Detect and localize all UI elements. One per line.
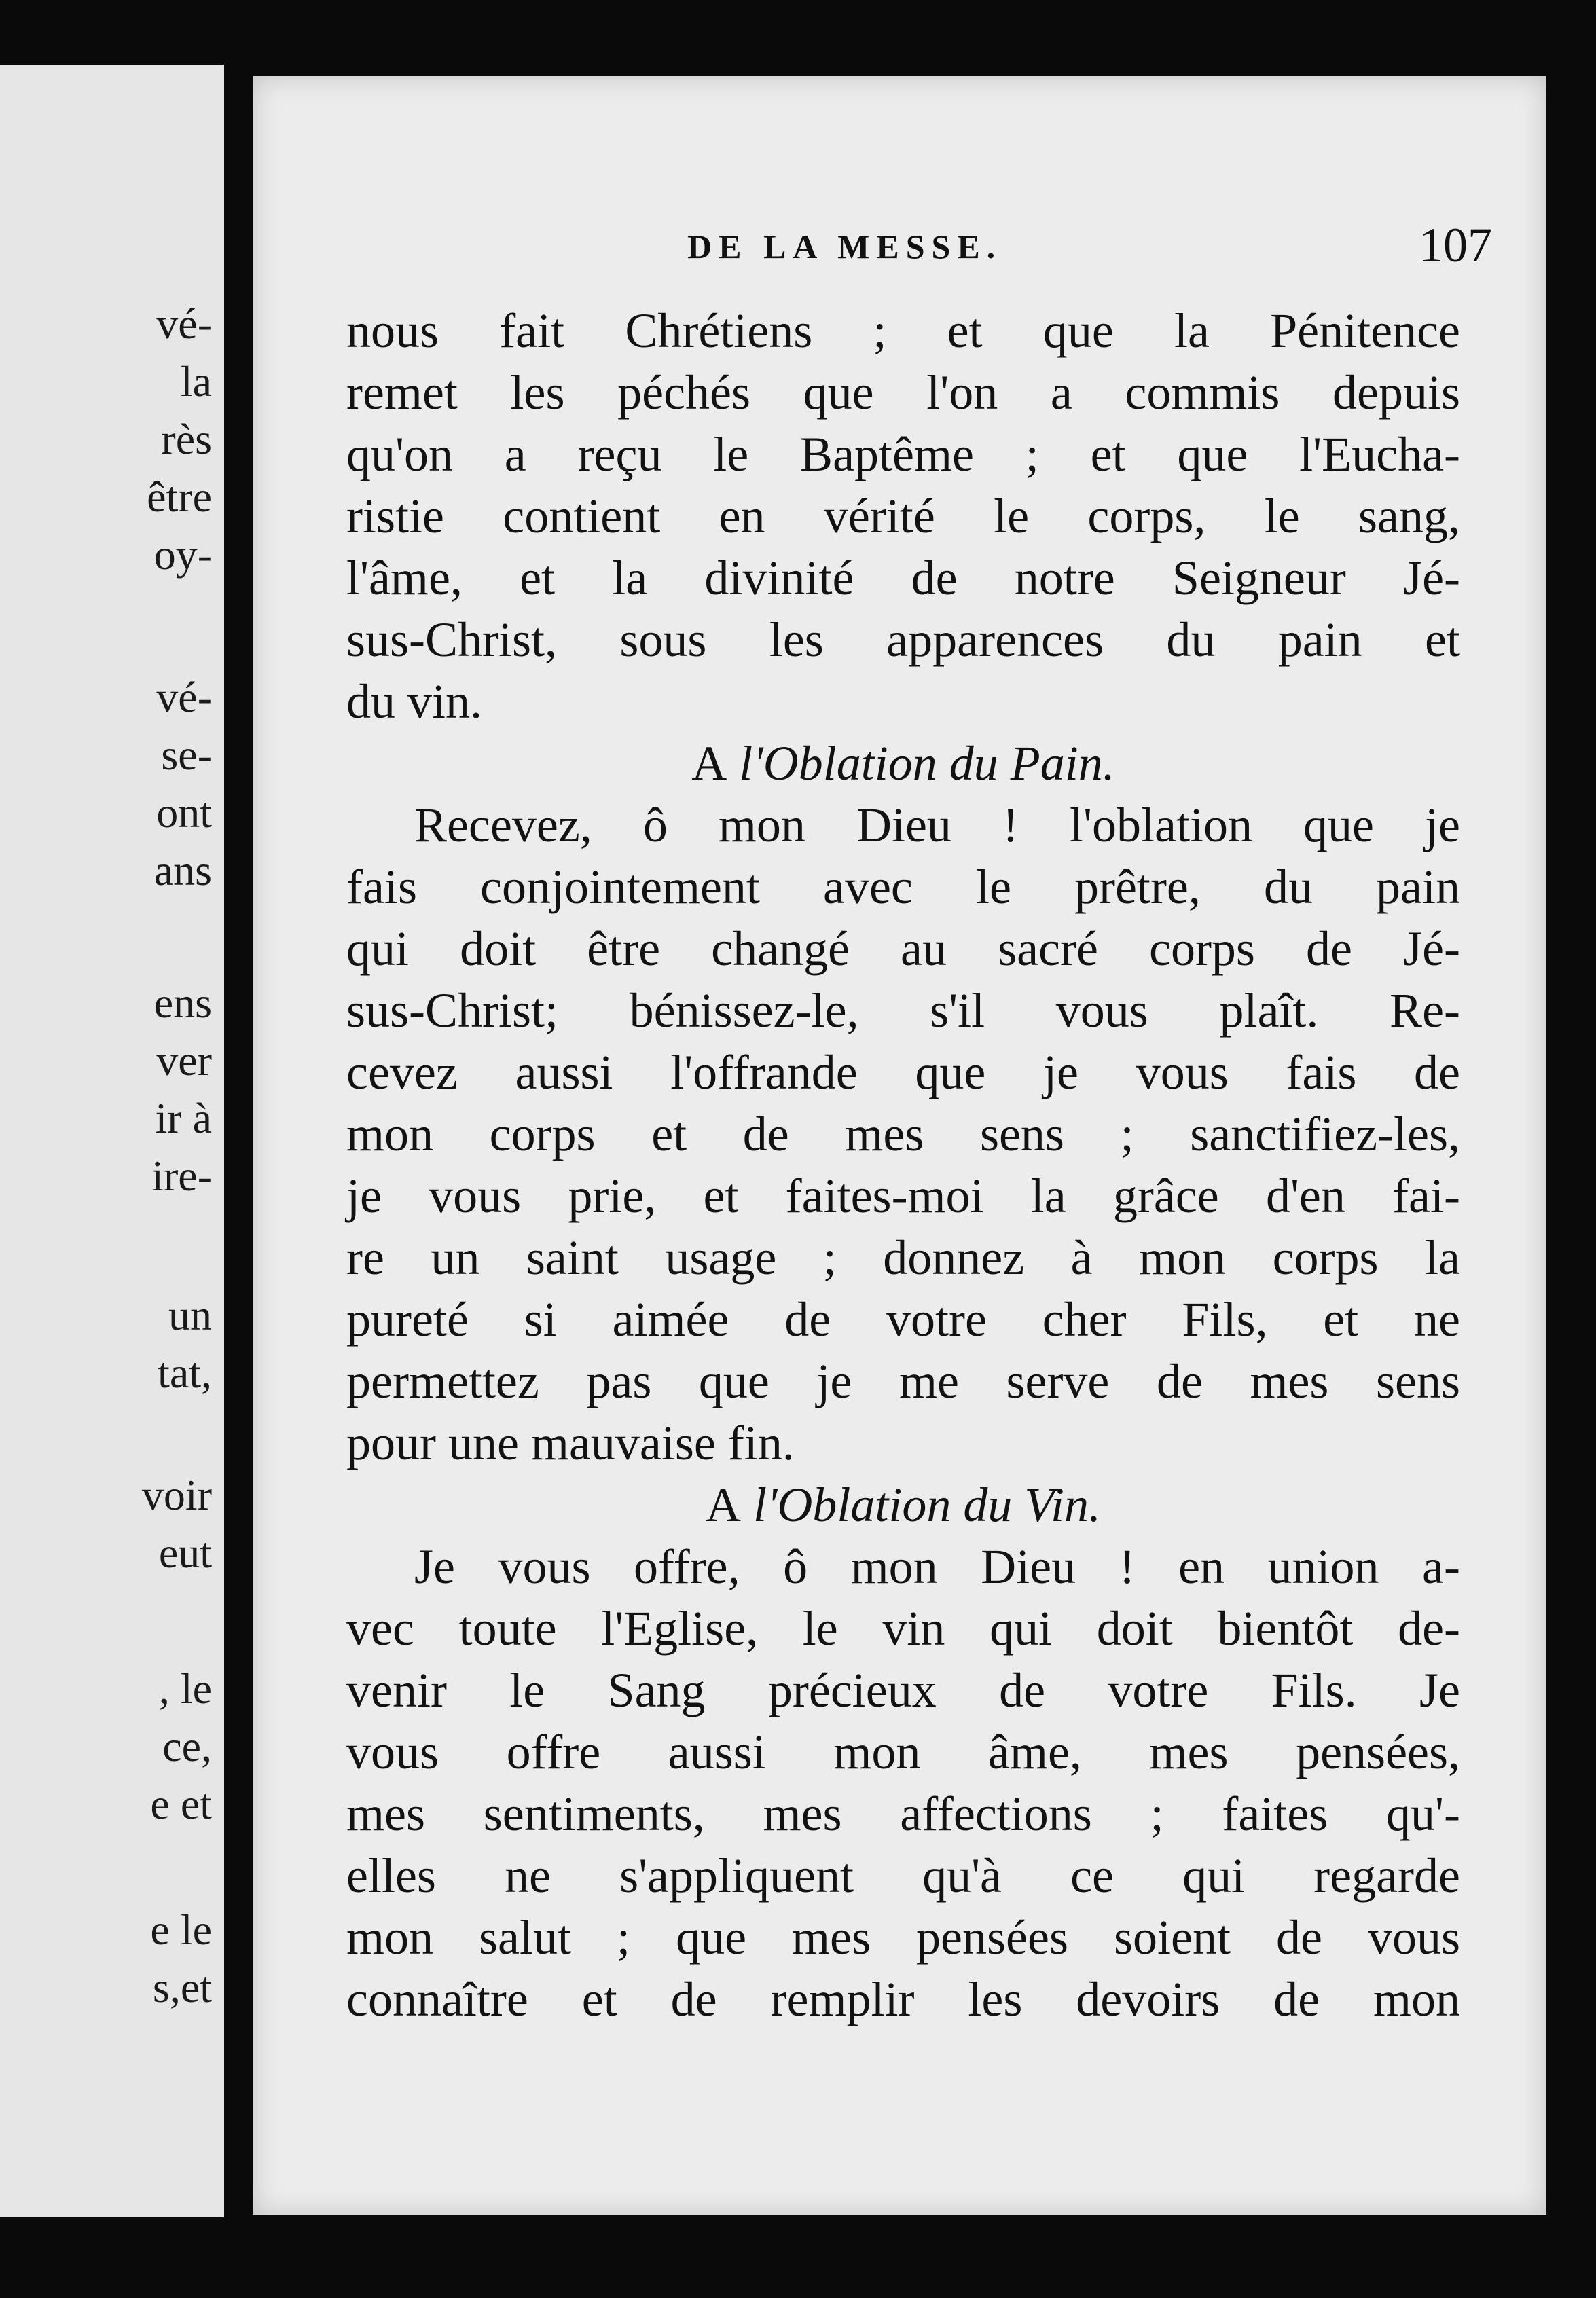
heading-title: l'Oblation du Pain.: [739, 736, 1115, 790]
heading-lead: A: [691, 736, 727, 790]
left-page-fragment: rès: [161, 415, 212, 463]
text-line: ristie contient en vérité le corps, le sang,: [346, 489, 1460, 543]
text-line: venir le Sang précieux de votre Fils. Je: [346, 1663, 1460, 1717]
text-line: connaître et de remplir les devoirs de mon: [346, 1972, 1460, 2026]
left-page-fragment: vé-: [156, 673, 212, 721]
text-line: pureté si aimée de votre cher Fils, et ne: [346, 1292, 1460, 1347]
text-line: re un saint usage ; donnez à mon corps la: [346, 1230, 1460, 1285]
left-page-fragment: ont: [156, 788, 212, 837]
page-header: [253, 217, 1546, 278]
heading-title: l'Oblation du Vin.: [752, 1478, 1102, 1532]
text-line: pour une mauvaise fin.: [346, 1416, 795, 1470]
text-line: vec toute l'Eglise, le vin qui doit bientôt de-: [346, 1601, 1460, 1656]
left-page-fragment: ir à: [155, 1094, 212, 1142]
text-line: Recevez, ô mon Dieu ! l'oblation que je: [414, 798, 1460, 852]
text-line: permettez pas que je me serve de mes sens: [346, 1354, 1460, 1408]
left-page-fragment: voir: [141, 1471, 212, 1519]
section-heading-pain: [346, 733, 1460, 795]
left-page-fragment: vé-: [156, 299, 212, 348]
left-page-fragment: la: [180, 357, 212, 405]
text-line: remet les péchés que l'on a commis depuis: [346, 365, 1460, 420]
text-line: vous offre aussi mon âme, mes pensées,: [346, 1725, 1460, 1779]
text-line: sus-Christ; bénissez-le, s'il vous plaît. Re-: [346, 983, 1460, 1038]
text-line: mon corps et de mes sens ; sanctifiez-les,: [346, 1107, 1460, 1161]
left-page-fragment: un: [168, 1291, 212, 1339]
text-line: l'âme, et la divinité de notre Seigneur Jé-: [346, 551, 1460, 605]
text-line: qu'on a reçu le Baptême ; et que l'Eucha-: [346, 427, 1460, 481]
left-page-fragment: s,et: [152, 1963, 212, 2011]
left-page-fragment: tat,: [158, 1349, 212, 1397]
text-line: Je vous offre, ô mon Dieu ! en union a-: [414, 1539, 1460, 1594]
left-page-fragment: être: [147, 473, 212, 521]
left-page-fragment: , le: [158, 1664, 212, 1713]
text-line: sus-Christ, sous les apparences du pain et: [346, 613, 1460, 667]
text-line: je vous prie, et faites-moi la grâce d'en fai-: [346, 1169, 1460, 1223]
left-page-fragment: oy-: [153, 530, 212, 579]
text-line: elles ne s'appliquent qu'à ce qui regarde: [346, 1848, 1460, 1903]
page-number: 107: [1419, 218, 1492, 272]
text-line: mon salut ; que mes pensées soient de vous: [346, 1910, 1460, 1965]
text-line: nous fait Chrétiens ; et que la Pénitence: [346, 304, 1460, 358]
left-page-fragment: ce,: [162, 1722, 212, 1770]
left-page-fragment: ens: [153, 979, 212, 1027]
left-page-fragment: e le: [150, 1905, 212, 1954]
text-line: qui doit être changé au sacré corps de Jé-: [346, 922, 1460, 976]
text-line: fais conjointement avec le prêtre, du pain: [346, 860, 1460, 914]
left-page-fragment: eut: [158, 1529, 212, 1577]
text-line: mes sentiments, mes affections ; faites qu'-: [346, 1787, 1460, 1841]
heading-lead: A: [705, 1478, 741, 1532]
left-page-fragment: e et: [150, 1780, 212, 1828]
left-page-fragment: ans: [153, 846, 212, 894]
right-page: [253, 76, 1546, 2215]
running-head: DE LA MESSE.: [687, 227, 1002, 266]
left-page-fragment: ire-: [151, 1152, 212, 1200]
left-page-fragment: se-: [161, 731, 212, 779]
section-heading-vin: [346, 1474, 1460, 1536]
body-text: [346, 300, 1460, 2030]
text-line: cevez aussi l'offrande que je vous fais de: [346, 1045, 1460, 1099]
text-line: du vin.: [346, 674, 483, 729]
left-page-fragment: ver: [156, 1036, 212, 1084]
left-page: [0, 65, 224, 2217]
